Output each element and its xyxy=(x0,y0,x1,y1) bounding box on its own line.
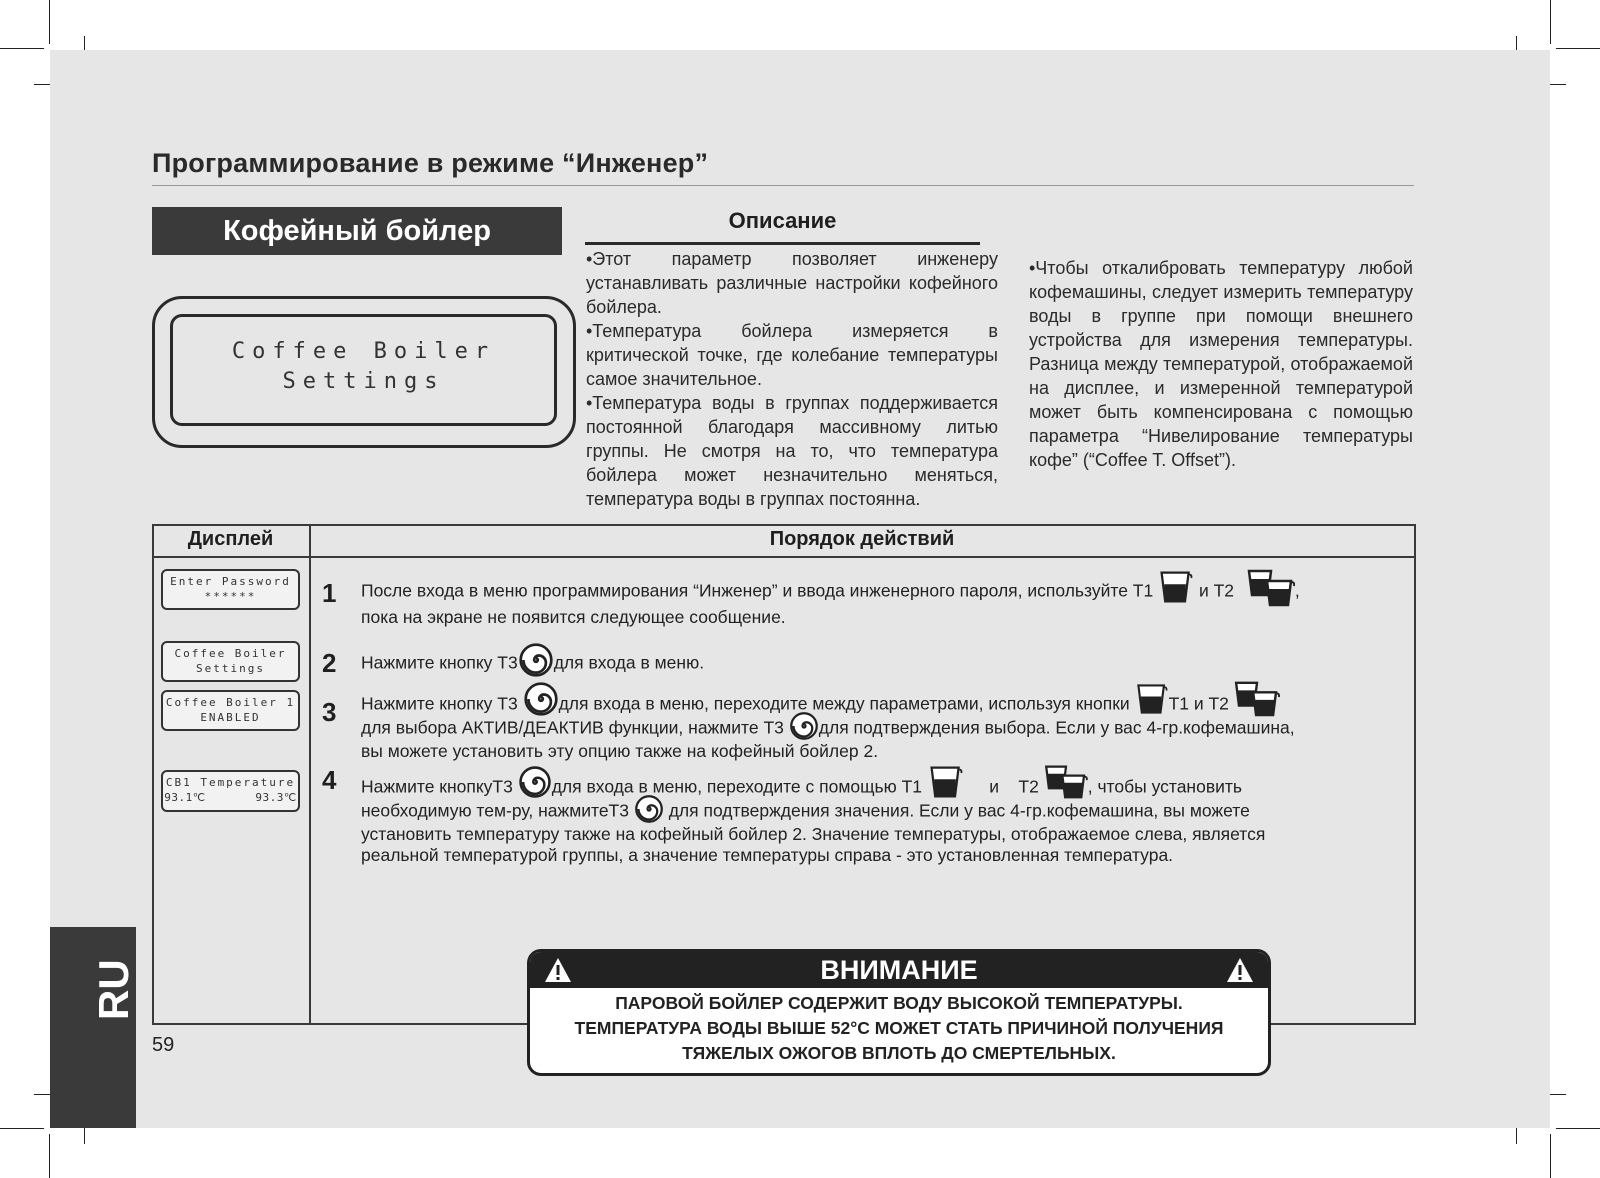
warning-icon xyxy=(544,957,572,983)
step-text: пока на экране не появится следующее сообщение. xyxy=(361,607,786,627)
warning-line: ПАРОВОЙ БОЙЛЕР СОДЕРЖИТ ВОДУ ВЫСОКОЙ ТЕМПЕРАТУРЫ. xyxy=(615,993,1183,1013)
step-text: Нажмите кнопку T3 xyxy=(361,652,518,673)
single-cup-icon xyxy=(1135,681,1169,717)
table-column-divider xyxy=(309,524,311,1023)
step-4-text xyxy=(361,776,1413,866)
display-message xyxy=(161,641,300,682)
step-text: Нажмите кнопкуT3 xyxy=(361,776,518,797)
warning-box xyxy=(527,949,1271,1076)
single-cup-icon xyxy=(927,764,965,800)
display-message xyxy=(161,770,300,812)
step-2-text xyxy=(361,650,1413,678)
step-text: вы можете установить эту опцию также на кофейный бойлер 2. xyxy=(361,741,879,761)
column-header-display: Дисплей xyxy=(187,528,274,550)
step-text: и T2 xyxy=(964,776,1044,797)
warning-line: ТЯЖЕЛЫХ ОЖОГОВ ВПЛОТЬ ДО СМЕРТЕЛЬНЫХ. xyxy=(682,1043,1116,1063)
spiral-icon xyxy=(634,794,664,824)
description-column-1 xyxy=(586,247,998,511)
double-cup-icon xyxy=(1247,567,1295,607)
column-header-actions: Порядок действий xyxy=(769,528,955,550)
page-number: 59 xyxy=(152,1034,175,1056)
display-line: 93.1℃ 93.3℃ xyxy=(164,791,297,804)
display-message xyxy=(161,569,300,610)
step-text: , xyxy=(1294,580,1300,601)
crop-mark xyxy=(49,0,50,44)
double-cup-icon xyxy=(1044,763,1088,799)
description-paragraph: •Температура бойлера измеряется в критической точке, где колебание температуры самое значительное. xyxy=(586,321,998,389)
step-text: для подтверждения выбора. Если у вас 4-гр.кофемашина, xyxy=(818,717,1295,738)
description-divider xyxy=(585,242,980,245)
display-line: Coffee Boiler xyxy=(174,647,287,660)
step-text: T1 и T2 xyxy=(1168,693,1234,714)
display-line: Settings xyxy=(196,662,265,675)
description-column-2: •Чтобы откалибровать температуру любой кофемашины, следует измерить температуру воды в группе при помощи внешнего устройства для измерения температуры. Разница между температурой, отображаемой на дисплее, и измеренной температурой может быть компенсирована с помощью параметра “Нивелирование температуры кофе” (“Coffee T. Offset”). xyxy=(1029,258,1413,470)
display-line: CB1 Temperature xyxy=(165,776,296,789)
step-text: установить температуру также на кофейный бойлер 2. Значение температуры, отображаемое слева, является xyxy=(361,824,1266,844)
step-1-text xyxy=(361,577,1413,628)
step-3-text xyxy=(361,693,1413,762)
step-text: для входа в меню. xyxy=(553,652,705,673)
display-line: ENABLED xyxy=(200,711,261,724)
step-text: для входа в меню, переходите с помощью T1 xyxy=(551,776,927,797)
description-paragraph: •Температура воды в группах поддерживается постоянной благодаря массивному литью группы. Не смотря на то, что температура бойлера может незначительно меняться, температура воды в группах постоянна. xyxy=(586,393,998,509)
step-text: После входа в меню программирования “Инженер” и ввода инженерного пароля, используйте T1 xyxy=(361,580,1159,601)
language-tab xyxy=(50,927,136,1128)
crop-mark xyxy=(1556,1128,1600,1129)
step-text: необходимую тем-ру, нажмитеT3 xyxy=(361,800,634,821)
description-heading: Описание xyxy=(728,208,837,233)
step-text: реальной температурой группы, а значение температуры справа - это установленная температура. xyxy=(361,845,1174,865)
crop-mark xyxy=(0,48,44,49)
crop-mark xyxy=(1550,0,1551,44)
lcd-line-2: Settings xyxy=(282,369,445,394)
lcd-line-1: Coffee Boiler xyxy=(231,339,496,364)
language-label: RU xyxy=(90,959,137,1020)
display-line: Coffee Boiler 1 xyxy=(165,696,296,709)
warning-icon xyxy=(1226,957,1254,983)
step-text: и T2 xyxy=(1194,580,1239,601)
description-paragraph: •Этот параметр позволяет инженеру устанавливать различные настройки кофейного бойлера. xyxy=(586,249,998,317)
crop-mark xyxy=(0,1128,44,1129)
step-text: для выбора АКТИВ/ДЕАКТИВ функции, нажмите T3 xyxy=(361,717,789,738)
title-divider xyxy=(152,185,1414,186)
lcd-display xyxy=(170,314,557,426)
crop-mark xyxy=(1556,48,1600,49)
display-message xyxy=(161,690,300,731)
single-cup-icon xyxy=(1158,569,1194,605)
spiral-icon xyxy=(523,681,559,717)
table-header-divider xyxy=(152,556,1414,558)
spiral-icon xyxy=(518,642,554,678)
page-title: Программирование в режиме “Инженер” xyxy=(152,148,709,178)
crop-mark xyxy=(1550,1134,1551,1178)
step-text: , чтобы установить xyxy=(1087,776,1243,797)
spiral-icon xyxy=(518,765,552,799)
warning-title: ВНИМАНИЕ xyxy=(820,955,978,985)
step-text: для подтверждения значения. Если у вас 4-гр.кофемашина, вы можете xyxy=(663,800,1250,821)
double-cup-icon xyxy=(1234,679,1280,717)
step-number: 1 xyxy=(322,578,337,608)
spiral-icon xyxy=(789,711,819,741)
section-title: Кофейный бойлер xyxy=(152,207,562,255)
step-text: Нажмите кнопку T3 xyxy=(361,693,523,714)
warning-header xyxy=(530,952,1268,988)
warning-text xyxy=(530,988,1268,1066)
display-line: Enter Password xyxy=(170,575,291,588)
step-number: 2 xyxy=(322,648,337,678)
display-line: ****** xyxy=(204,590,257,603)
step-text: для входа в меню, переходите между параметрами, используя кнопки xyxy=(558,693,1135,714)
step-number: 4 xyxy=(322,765,337,795)
warning-line: ТЕМПЕРАТУРА ВОДЫ ВЫШЕ 52°C МОЖЕТ СТАТЬ ПРИЧИНОЙ ПОЛУЧЕНИЯ xyxy=(574,1018,1224,1038)
step-number: 3 xyxy=(322,697,337,727)
crop-mark xyxy=(49,1134,50,1178)
